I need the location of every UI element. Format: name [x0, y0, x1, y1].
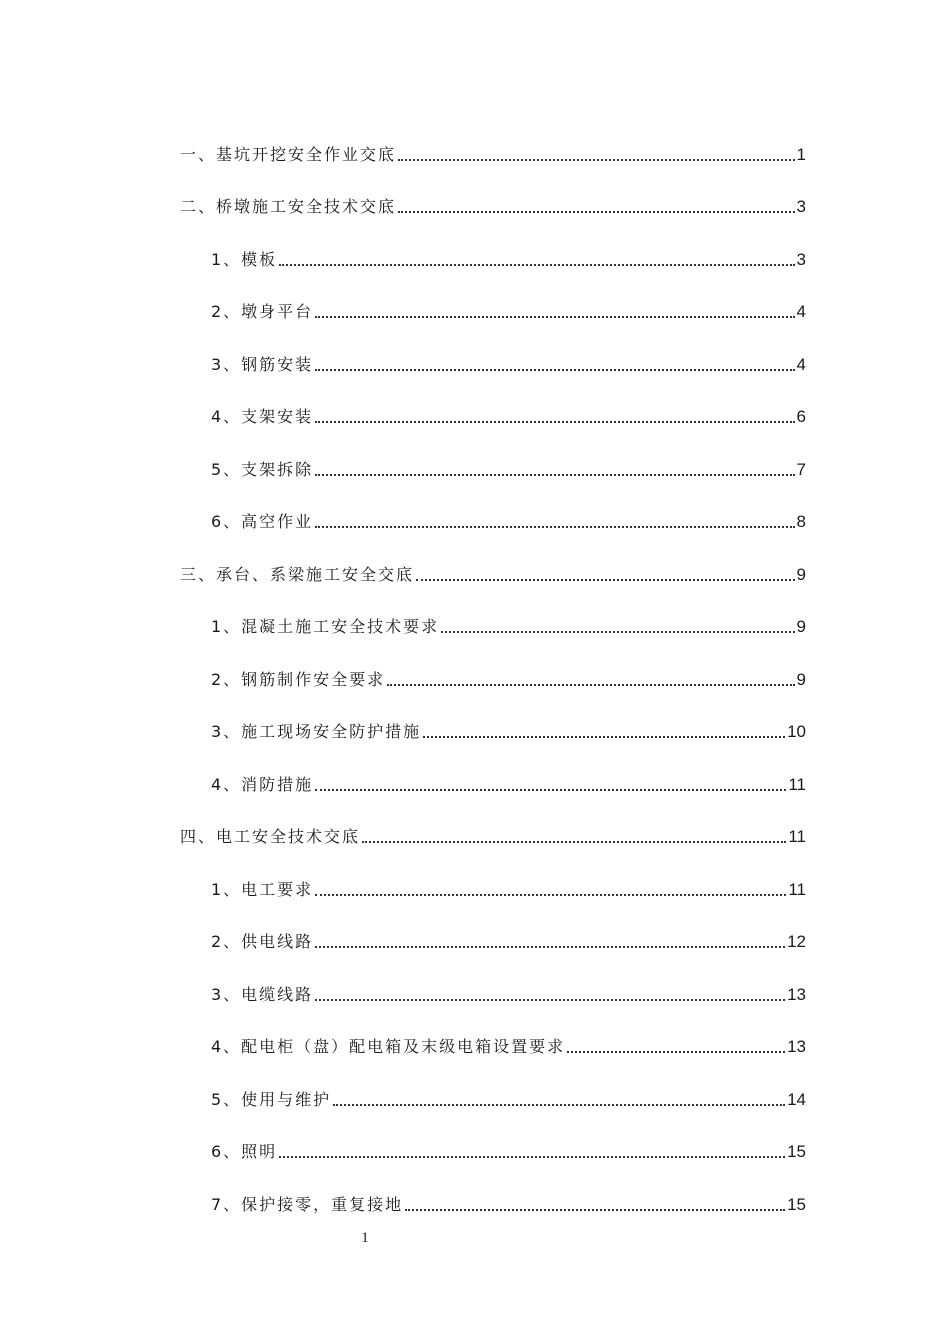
toc-dot-leader [315, 946, 785, 948]
toc-subentry[interactable] [180, 1069, 806, 1122]
toc-dot-leader [279, 264, 794, 266]
toc-subentry[interactable] [180, 282, 806, 335]
toc-entry-page: 6 [796, 407, 806, 426]
toc-entry-page: 1 [796, 144, 806, 164]
toc-entry-page: 9 [796, 669, 806, 689]
toc-subentry[interactable] [180, 1017, 806, 1070]
toc-dot-leader [387, 684, 794, 686]
toc-entry-page: 9 [796, 617, 806, 636]
toc-subentry[interactable] [180, 702, 806, 755]
toc-subentry[interactable] [180, 964, 806, 1017]
toc-entry-title: 1、混凝土施工安全技术要求 [211, 617, 440, 636]
toc-entry-title: 2、钢筋制作安全要求 [211, 669, 386, 689]
toc-entry-page: 11 [788, 774, 806, 794]
toc-dot-leader [315, 789, 786, 791]
toc-dot-leader [315, 369, 794, 371]
toc-entry-title: 5、支架拆除 [211, 459, 314, 479]
toc-entry-page: 13 [787, 1037, 806, 1056]
toc-subentry[interactable] [180, 1174, 806, 1227]
toc-subentry[interactable] [180, 912, 806, 965]
toc-entry-page: 9 [796, 564, 806, 584]
toc-dot-leader [333, 1104, 785, 1106]
toc-dot-leader [405, 1209, 785, 1211]
toc-entry-page: 11 [788, 879, 806, 899]
toc-entry-page: 7 [796, 459, 806, 479]
toc-subentry[interactable] [180, 859, 806, 912]
toc-entry-title: 4、支架安装 [211, 407, 314, 426]
toc-dot-leader [315, 474, 794, 476]
table-of-contents [180, 124, 806, 1227]
toc-entry-title: 4、配电柜（盘）配电箱及末级电箱设置要求 [211, 1037, 566, 1056]
toc-subentry[interactable] [180, 754, 806, 807]
toc-entry-title: 二、桥墩施工安全技术交底 [180, 197, 397, 216]
toc-entry-title: 1、模板 [211, 249, 278, 269]
toc-entry-title: 一、基坑开挖安全作业交底 [180, 144, 397, 164]
toc-entry-page: 11 [788, 827, 806, 846]
toc-dot-leader [423, 736, 785, 738]
toc-dot-leader [362, 841, 786, 843]
toc-dot-leader [279, 1156, 785, 1158]
toc-entry[interactable] [180, 177, 806, 230]
toc-entry-title: 1、电工要求 [211, 879, 314, 899]
toc-entry-title: 5、使用与维护 [211, 1089, 332, 1109]
toc-entry-title: 2、墩身平台 [211, 302, 314, 321]
toc-entry-page: 8 [796, 512, 806, 531]
toc-entry-title: 4、消防措施 [211, 774, 314, 794]
toc-entry-title: 三、承台、系梁施工安全交底 [180, 564, 415, 584]
toc-entry-page: 3 [796, 249, 806, 269]
page-number: 1 [361, 1230, 369, 1246]
toc-subentry[interactable] [180, 387, 806, 440]
toc-entry-page: 14 [787, 1089, 806, 1109]
toc-dot-leader [398, 211, 795, 213]
toc-entry-page: 3 [796, 197, 806, 216]
toc-dot-leader [315, 894, 786, 896]
toc-entry-title: 2、供电线路 [211, 932, 314, 951]
toc-entry[interactable] [180, 807, 806, 860]
toc-entry-title: 四、电工安全技术交底 [180, 827, 361, 846]
toc-entry[interactable] [180, 124, 806, 177]
toc-entry-page: 13 [787, 984, 806, 1004]
toc-subentry[interactable] [180, 229, 806, 282]
toc-entry-page: 12 [787, 932, 806, 951]
toc-entry-page: 15 [787, 1142, 806, 1161]
toc-dot-leader [567, 1051, 785, 1053]
toc-subentry[interactable] [180, 597, 806, 650]
toc-subentry[interactable] [180, 334, 806, 387]
toc-subentry[interactable] [180, 649, 806, 702]
toc-subentry[interactable] [180, 1122, 806, 1175]
toc-subentry[interactable] [180, 492, 806, 545]
toc-dot-leader [315, 316, 794, 318]
toc-dot-leader [315, 526, 794, 528]
toc-entry-title: 3、钢筋安装 [211, 354, 314, 374]
toc-entry-title: 7、保护接零，重复接地 [211, 1194, 404, 1214]
toc-entry-page: 4 [796, 302, 806, 321]
toc-entry-title: 6、高空作业 [211, 512, 314, 531]
toc-entry-page: 4 [796, 354, 806, 374]
toc-entry-page: 15 [787, 1194, 806, 1214]
toc-entry-title: 3、施工现场安全防护措施 [211, 722, 422, 741]
toc-dot-leader [416, 579, 795, 581]
toc-dot-leader [315, 421, 794, 423]
toc-entry-title: 3、电缆线路 [211, 984, 314, 1004]
toc-entry[interactable] [180, 544, 806, 597]
toc-subentry[interactable] [180, 439, 806, 492]
toc-entry-title: 6、照明 [211, 1142, 278, 1161]
toc-dot-leader [315, 999, 785, 1001]
toc-entry-page: 10 [787, 722, 806, 741]
toc-dot-leader [441, 631, 794, 633]
toc-dot-leader [398, 159, 795, 161]
